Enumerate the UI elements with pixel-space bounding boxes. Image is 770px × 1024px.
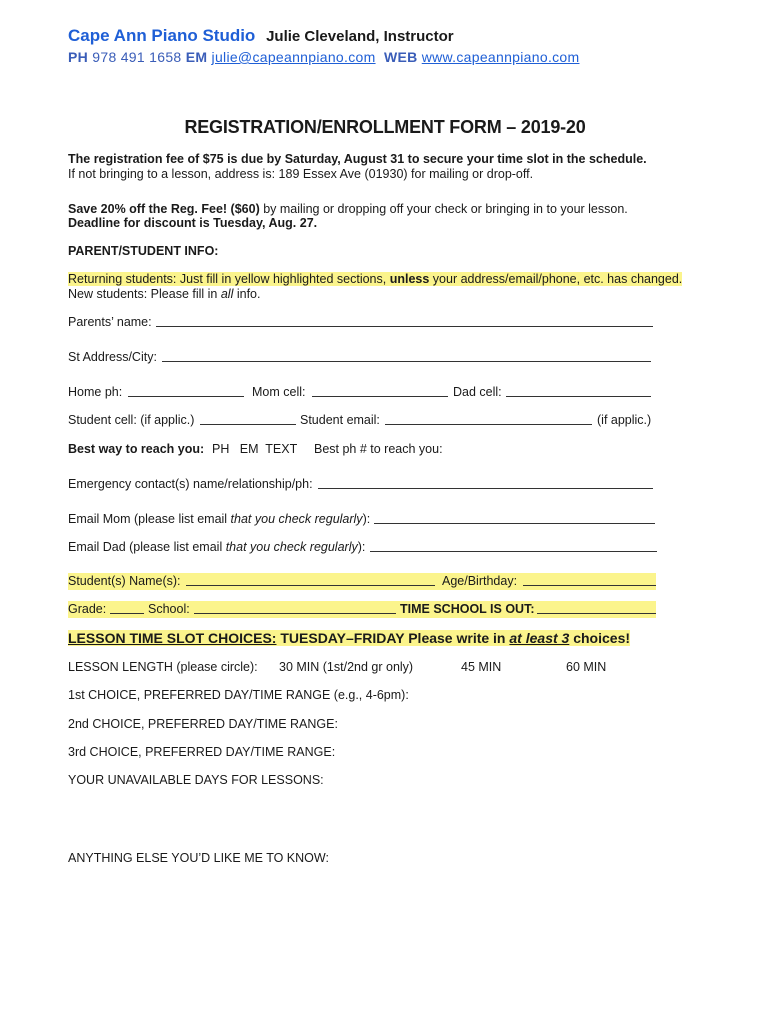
returning-text: Returning students: Just fill in yellow highlighted sections, — [68, 272, 390, 286]
email-dad-label-end: ): — [357, 540, 366, 554]
new-students-note — [68, 287, 260, 301]
email-mom-label: Email Mom (please list email — [68, 512, 231, 526]
lesson-length-label: LESSON LENGTH (please circle): — [68, 660, 258, 674]
lesson-option-45[interactable]: 45 MIN — [461, 660, 502, 674]
web-label: WEB — [383, 49, 418, 65]
lesson-heading-end: choices! — [569, 630, 631, 646]
address-field[interactable] — [162, 361, 651, 362]
time-school-out-label: TIME SCHOOL IS OUT: — [400, 602, 535, 616]
emergency-label: Emergency contact(s) name/relationship/ph: — [68, 477, 313, 491]
best-way-options[interactable]: PH EM TEXT — [212, 442, 298, 456]
students-names-label: Student(s) Name(s): — [68, 574, 181, 588]
anything-else-label: ANYTHING ELSE YOU’D LIKE ME TO KNOW: — [68, 851, 329, 865]
fee-notice: The registration fee of $75 is due by Saturday, August 31 to secure your time slot in the schedule. — [68, 152, 647, 166]
home-ph-field[interactable] — [128, 396, 244, 397]
grade-label: Grade: — [68, 602, 107, 616]
age-birthday-label: Age/Birthday: — [442, 574, 518, 588]
discount-rest: by mailing or dropping off your check or bringing in to your lesson. — [259, 202, 628, 216]
age-birthday-field[interactable] — [523, 585, 656, 586]
email-mom-label-end: ): — [362, 512, 371, 526]
dad-cell-label: Dad cell: — [453, 385, 502, 399]
best-way-label: Best way to reach you: — [68, 442, 205, 456]
emergency-row — [68, 477, 656, 493]
student-cell-label: Student cell: (if applic.) — [68, 413, 195, 427]
school-label: School: — [148, 602, 190, 616]
discount-notice — [68, 202, 628, 216]
parents-name-row — [68, 315, 656, 331]
best-way-row — [68, 442, 656, 458]
lesson-heading-mid: TUESDAY–FRIDAY Please write in — [276, 630, 510, 646]
new-students-text-2: info. — [233, 287, 261, 301]
second-choice-label: 2nd CHOICE, PREFERRED DAY/TIME RANGE: — [68, 717, 338, 731]
dad-cell-field[interactable] — [506, 396, 651, 397]
student-contact-row — [68, 413, 656, 429]
returning-note — [68, 272, 682, 286]
returning-text-2: your address/email/phone, etc. has changed. — [429, 272, 683, 286]
new-students-text: New students: Please fill in — [68, 287, 221, 301]
mom-cell-field[interactable] — [312, 396, 448, 397]
email-label: EM — [185, 49, 208, 65]
instructor-name: Julie Cleveland, Instructor — [266, 28, 454, 45]
lesson-heading-underlined: LESSON TIME SLOT CHOICES: — [68, 630, 277, 646]
phone-label: PH — [68, 49, 89, 65]
email-dad-row — [68, 540, 658, 556]
first-choice-label: 1st CHOICE, PREFERRED DAY/TIME RANGE (e.g., 4-6pm): — [68, 688, 409, 702]
time-school-out-field[interactable] — [537, 613, 656, 614]
parents-name-label: Parents’ name: — [68, 315, 152, 329]
address-label: St Address/City: — [68, 350, 157, 364]
email-mom-row — [68, 512, 656, 528]
lesson-heading — [68, 630, 630, 646]
address-row — [68, 350, 656, 366]
discount-bold: Save 20% off the Reg. Fee! ($60) — [68, 202, 260, 216]
form-title: REGISTRATION/ENROLLMENT FORM – 2019-20 — [184, 117, 586, 137]
discount-deadline: Deadline for discount is Tuesday, Aug. 27. — [68, 216, 318, 230]
email-dad-italic: that you check regularly — [225, 540, 358, 554]
contact-line — [68, 49, 579, 65]
info-heading: PARENT/STUDENT INFO: — [68, 244, 219, 258]
emergency-field[interactable] — [318, 488, 653, 489]
student-email-label: Student email: — [300, 413, 380, 427]
email-link[interactable]: julie@capeannpiano.com — [211, 49, 376, 65]
mom-cell-label: Mom cell: — [252, 385, 306, 399]
school-field[interactable] — [194, 613, 396, 614]
parents-name-field[interactable] — [156, 326, 653, 327]
email-dad-field[interactable] — [370, 551, 657, 552]
email-mom-italic: that you check regularly — [230, 512, 363, 526]
home-ph-label: Home ph: — [68, 385, 123, 399]
lesson-option-60[interactable]: 60 MIN — [566, 660, 607, 674]
phone-number: 978 491 1658 — [92, 49, 182, 65]
lesson-option-30[interactable]: 30 MIN (1st/2nd gr only) — [279, 660, 414, 674]
email-dad-label: Email Dad (please list email — [68, 540, 226, 554]
returning-unless: unless — [389, 272, 430, 286]
phones-row — [68, 385, 656, 401]
studio-name: Cape Ann Piano Studio — [68, 26, 256, 45]
students-names-row — [68, 573, 656, 590]
unavailable-days-label: YOUR UNAVAILABLE DAYS FOR LESSONS: — [68, 773, 324, 787]
new-students-all: all — [220, 287, 234, 301]
best-ph-label: Best ph # to reach you: — [314, 442, 443, 456]
student-email-field[interactable] — [385, 424, 592, 425]
grade-school-row — [68, 601, 656, 618]
students-names-field[interactable] — [186, 585, 435, 586]
website-link[interactable]: www.capeannpiano.com — [421, 49, 580, 65]
fee-address: If not bringing to a lesson, address is: 189 Essex Ave (01930) for mailing or drop-off. — [68, 167, 534, 181]
studio-header — [68, 26, 454, 46]
email-mom-field[interactable] — [374, 523, 655, 524]
if-applic-note: (if applic.) — [597, 413, 652, 427]
third-choice-label: 3rd CHOICE, PREFERRED DAY/TIME RANGE: — [68, 745, 336, 759]
lesson-length-row — [68, 660, 656, 676]
grade-field[interactable] — [110, 613, 144, 614]
student-cell-field[interactable] — [200, 424, 296, 425]
lesson-heading-emphasis: at least 3 — [509, 630, 570, 646]
